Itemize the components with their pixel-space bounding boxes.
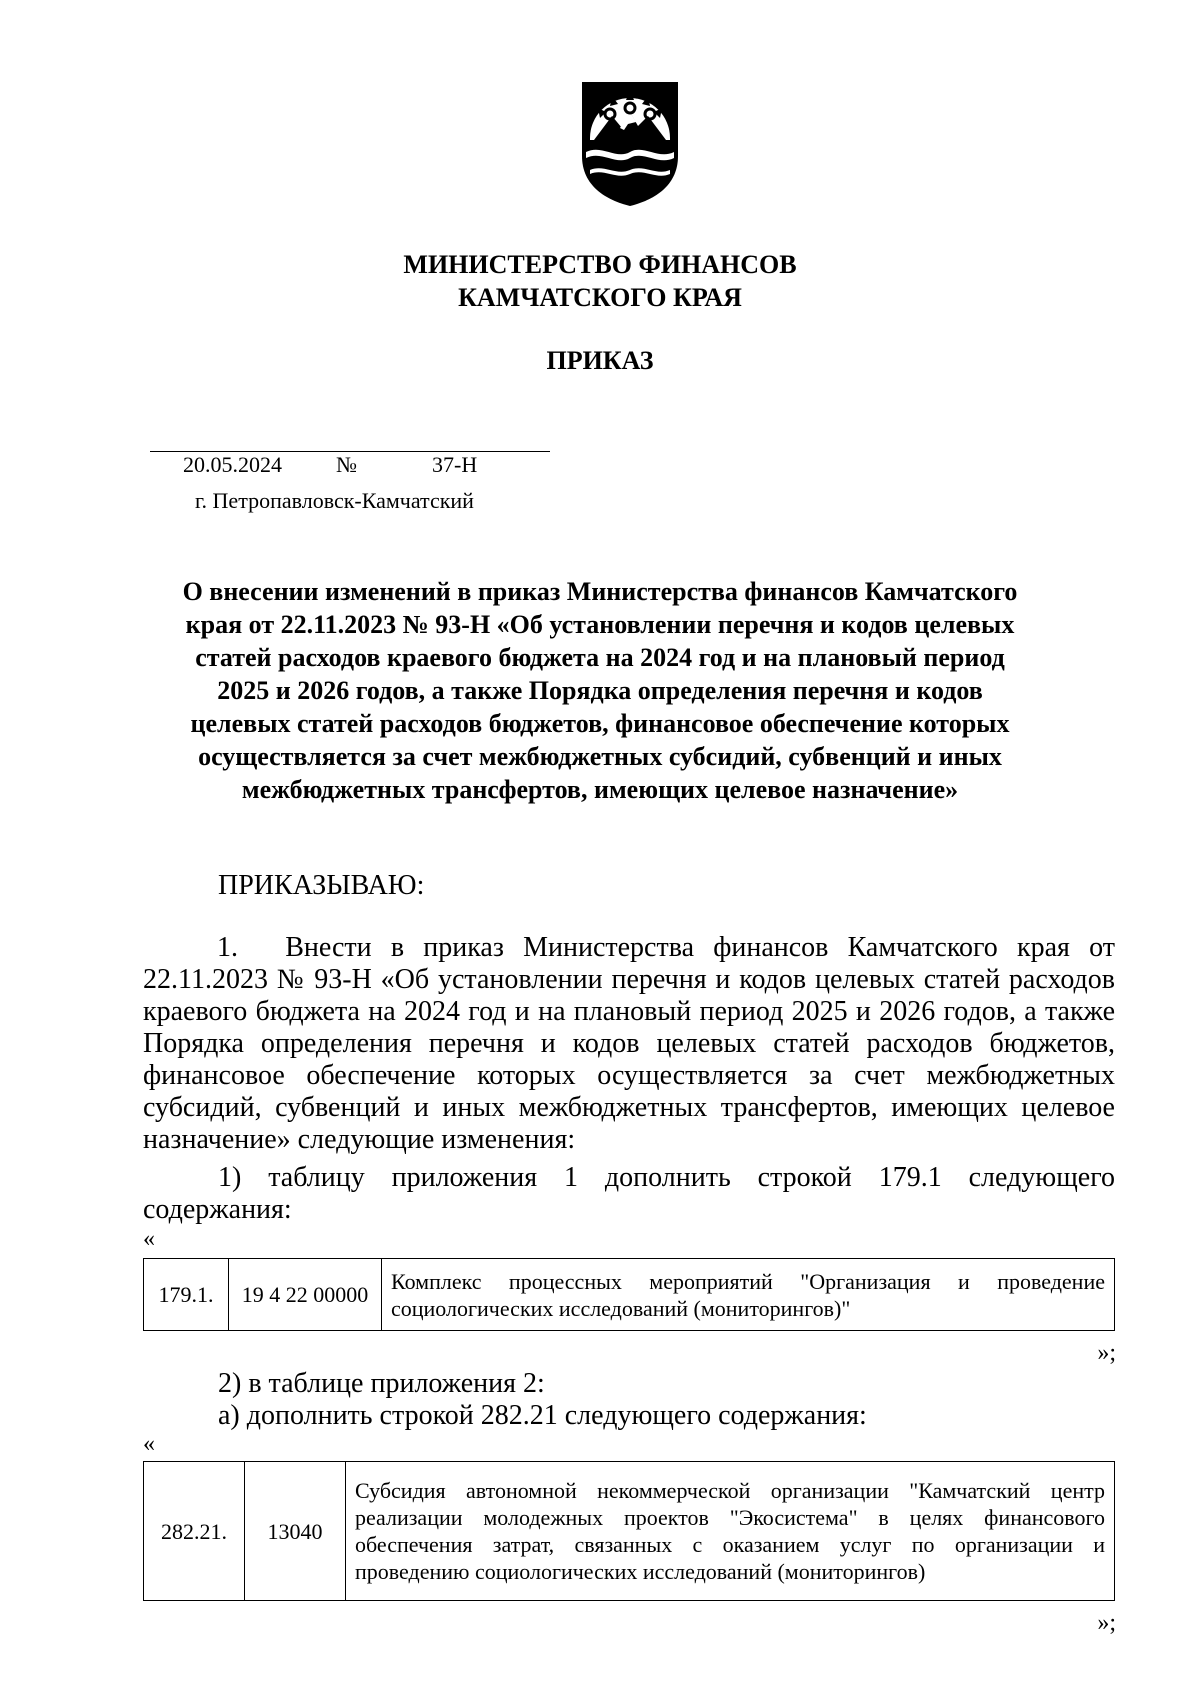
kamchatka-coat-of-arms-icon [576,78,684,208]
table-row [144,1259,1115,1331]
order-subject [160,575,1040,806]
quote-open-mark: « [143,1226,155,1252]
inserted-row-table-2 [143,1461,1115,1601]
table-row [144,1462,1115,1601]
code-cell: 13040 [245,1462,346,1601]
order-date: 20.05.2024 [183,452,282,477]
quote-open-mark: « [143,1431,155,1457]
row-number-cell: 179.1. [144,1259,229,1331]
subject-line: 2025 и 2026 годов, а также Порядка определения перечня и кодов [217,676,983,705]
inserted-row-table-1 [143,1258,1115,1331]
ministry-line-2: КАМЧАТСКОГО КРАЯ [458,283,742,312]
number-sign: № [336,452,357,477]
quote-close-mark: »; [1097,1340,1116,1366]
subject-line: статей расходов краевого бюджета на 2024 год и на плановый период [195,643,1005,672]
document-type: ПРИКАЗ [546,346,654,375]
subject-line: целевых статей расходов бюджетов, финансовое обеспечение которых [190,709,1010,738]
paragraph-1-item-2a: а) дополнить строкой 282.21 следующего содержания: [218,1400,867,1431]
city-name: г. Петропавловск-Камчатский [195,488,474,513]
subject-line: края от 22.11.2023 № 93-Н «Об установлении перечня и кодов целевых [185,610,1015,639]
ministry-name [0,248,1200,314]
code-cell: 19 4 22 00000 [229,1259,382,1331]
quote-close-mark: »; [1097,1610,1116,1636]
subject-line: осуществляется за счет межбюджетных субсидий, субвенций и иных [198,742,1002,771]
paragraph-1-item-1: 1) таблицу приложения 1 дополнить строкой 179.1 следующего содержания: [143,1162,1115,1225]
decree-heading: ПРИКАЗЫВАЮ: [218,870,425,901]
paragraph-1-item-2: 2) в таблице приложения 2: [218,1368,545,1399]
paragraph-1: 1. Внести в приказ Министерства финансов Камчатского края от 22.11.2023 № 93-Н «Об установлении перечня и кодов целевых статей расходов краевого бюджета на 2024 год и на плановый период 2025 и 2026 годов, а также Порядка определения перечня и кодов целевых статей расходов бюджетов, финансовое обеспечение которых осуществляется за счет межбюджетных субсидий, субвенций и иных межбюджетных трансфертов, имеющих целевое назначение» следующие изменения: [143,932,1115,1155]
subject-line: межбюджетных трансфертов, имеющих целевое назначение» [241,775,959,804]
row-number-cell: 282.21. [144,1462,245,1601]
ministry-line-1: МИНИСТЕРСТВО ФИНАНСОВ [403,250,797,279]
description-cell: Субсидия автономной некоммерческой организации "Камчатский центр реализации молодежных проектов "Экосистема" в целях финансового обеспечения затрат, связанных с оказанием услуг по организации и проведению социологических исследований (мониторингов) [346,1462,1115,1601]
description-cell: Комплекс процессных мероприятий "Организация и проведение социологических исследований (мониторингов)" [382,1259,1115,1331]
order-number: 37-Н [432,452,478,477]
subject-line: О внесении изменений в приказ Министерства финансов Камчатского [182,577,1018,606]
